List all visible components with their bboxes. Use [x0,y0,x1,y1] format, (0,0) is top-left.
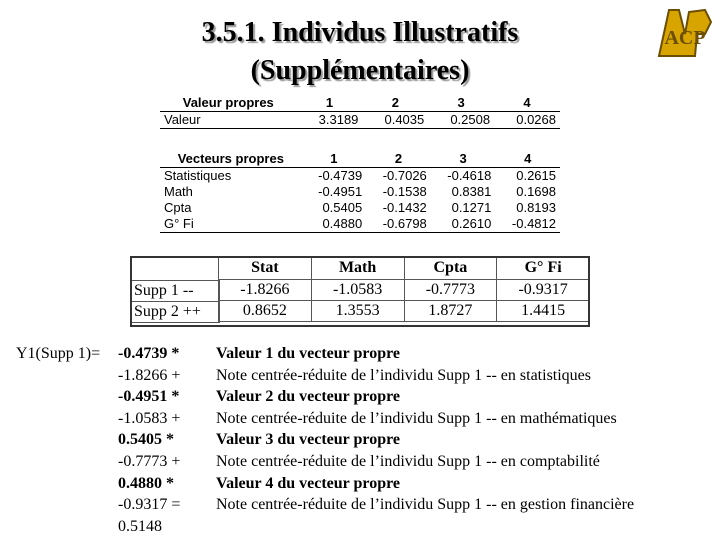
eigenvectors-row [160,200,560,216]
eigenvectors-cell: 0.8193 [516,200,556,215]
eigenvectors-table [160,151,560,233]
eigenvectors-cell: Statistiques [164,168,232,183]
supp-cell: -0.9317 [497,280,590,301]
eigenvalues-cell: Valeur [160,112,297,129]
supp-cell: 1.4415 [497,301,590,322]
equation-coefficients [118,343,180,537]
description: Note centrée-réduite de l’individu Supp 1 -- en comptabilité [216,452,600,470]
coefficient: -0.9317 = [118,496,181,514]
description: Note centrée-réduite de l’individu Supp 1 -- en mathématiques [216,409,617,427]
eigenvalues-header-cell: 4 [494,95,560,112]
supp-cell: -1.8266 [219,280,312,301]
coefficient: -0.4951 * [118,388,180,406]
eigenvectors-cell: -0.6798 [366,216,431,233]
eigenvectors-header-row [160,151,560,168]
eigenvalues-cell: 0.2508 [428,112,494,129]
eigenvectors-cell: -0.7026 [382,168,427,183]
eigenvectors-header-cell: 2 [366,151,431,168]
coefficient: 0.4880 * [118,474,174,492]
supp-row [219,301,590,322]
supp-header-cell: Cpta [404,257,497,280]
eigenvectors-cell: 0.8381 [451,184,492,199]
supp-header-row [219,257,590,280]
slide-title [120,14,600,90]
coefficient: -0.4739 * [118,345,180,362]
eigenvectors-cell: -0.4812 [495,216,560,233]
supp-cell: 1.3553 [311,301,404,322]
eigenvectors-cell: Math [164,184,193,199]
slide-title-line1: 3.5.1. Individus Illustratifs [201,17,519,48]
acp-logo [655,4,715,60]
eigenvectors-row [160,216,560,233]
eigenvectors-cell: -0.1538 [382,184,427,199]
eigenvalues-cell: 0.0268 [494,112,560,129]
supplementary-values-grid [218,256,590,322]
eigenvalues-table [160,95,560,129]
supplementary-individuals-table [130,256,590,327]
description: Valeur 2 du vecteur propre [216,388,401,406]
eigenvalues-header-cell: 3 [428,95,494,112]
eigenvectors-cell: 0.2615 [516,168,556,183]
eigenvectors-row [160,184,560,200]
slide-title-line2: (Supplémentaires) [250,55,470,86]
supp-row-label: Supp 2 ++ [134,303,201,320]
eigenvectors-header-cell: 4 [495,151,560,168]
description: Valeur 1 du vecteur propre [216,345,401,362]
eigenvectors-header-cell: 1 [302,151,367,168]
equation-label: Y1(Supp 1)= [16,345,101,362]
eigenvectors-cell: 0.5405 [322,200,363,215]
eigenvalues-cell: 0.4035 [362,112,428,129]
supp-cell: -0.7773 [404,280,497,301]
eigenvectors-cell: 0.1698 [516,184,556,199]
eigenvectors-cell: Cpta [164,200,192,215]
supplementary-row-labels [130,280,220,323]
eigenvalues-header-cell: Valeur propres [160,95,297,112]
eigenvectors-header-cell: Vecteurs propres [160,151,302,168]
eigenvectors-cell: G° Fi [160,216,302,233]
coefficient: -1.0583 + [118,409,181,427]
supp-header-cell: Stat [219,257,312,280]
supp-cell: 0.8652 [219,301,312,322]
description: Note centrée-réduite de l’individu Supp 1 -- en gestion financière [216,496,635,514]
eigenvectors-cell: -0.1432 [382,200,427,215]
supp-row-label: Supp 1 -- [131,281,219,302]
supp-cell: 1.8727 [404,301,497,322]
eigenvectors-header-cell: 3 [431,151,496,168]
eigenvectors-cell: -0.4951 [318,184,363,199]
logo-text: ACP [664,27,706,49]
eigenvectors-cell: -0.4739 [318,168,363,183]
eigenvalues-header-cell: 2 [362,95,428,112]
eigenvalues-cell: 3.3189 [297,112,363,129]
eigenvectors-cell: -0.4618 [447,168,492,183]
eigenvectors-cell: 0.2610 [431,216,496,233]
coefficient: -1.8266 + [118,366,181,384]
coefficient: 0.5405 * [118,431,174,449]
eigenvectors-row [160,168,560,185]
eigenvalues-row [160,112,560,129]
eigenvectors-cell: 0.4880 [302,216,367,233]
description: Valeur 4 du vecteur propre [216,474,401,492]
equation-descriptions [216,343,634,516]
description: Note centrée-réduite de l’individu Supp 1 -- en statistiques [216,366,592,384]
result: 0.5148 [118,517,162,535]
coefficient: -0.7773 + [118,452,181,470]
eigenvectors-cell: 0.1271 [451,200,492,215]
supp-header-cell: Math [311,257,404,280]
eigenvalues-header-cell: 1 [297,95,363,112]
eigenvalues-header-row [160,95,560,112]
supp-row [219,280,590,301]
description: Valeur 3 du vecteur propre [216,431,401,449]
supp-cell: -1.0583 [311,280,404,301]
supp-header-cell: G° Fi [497,257,590,280]
